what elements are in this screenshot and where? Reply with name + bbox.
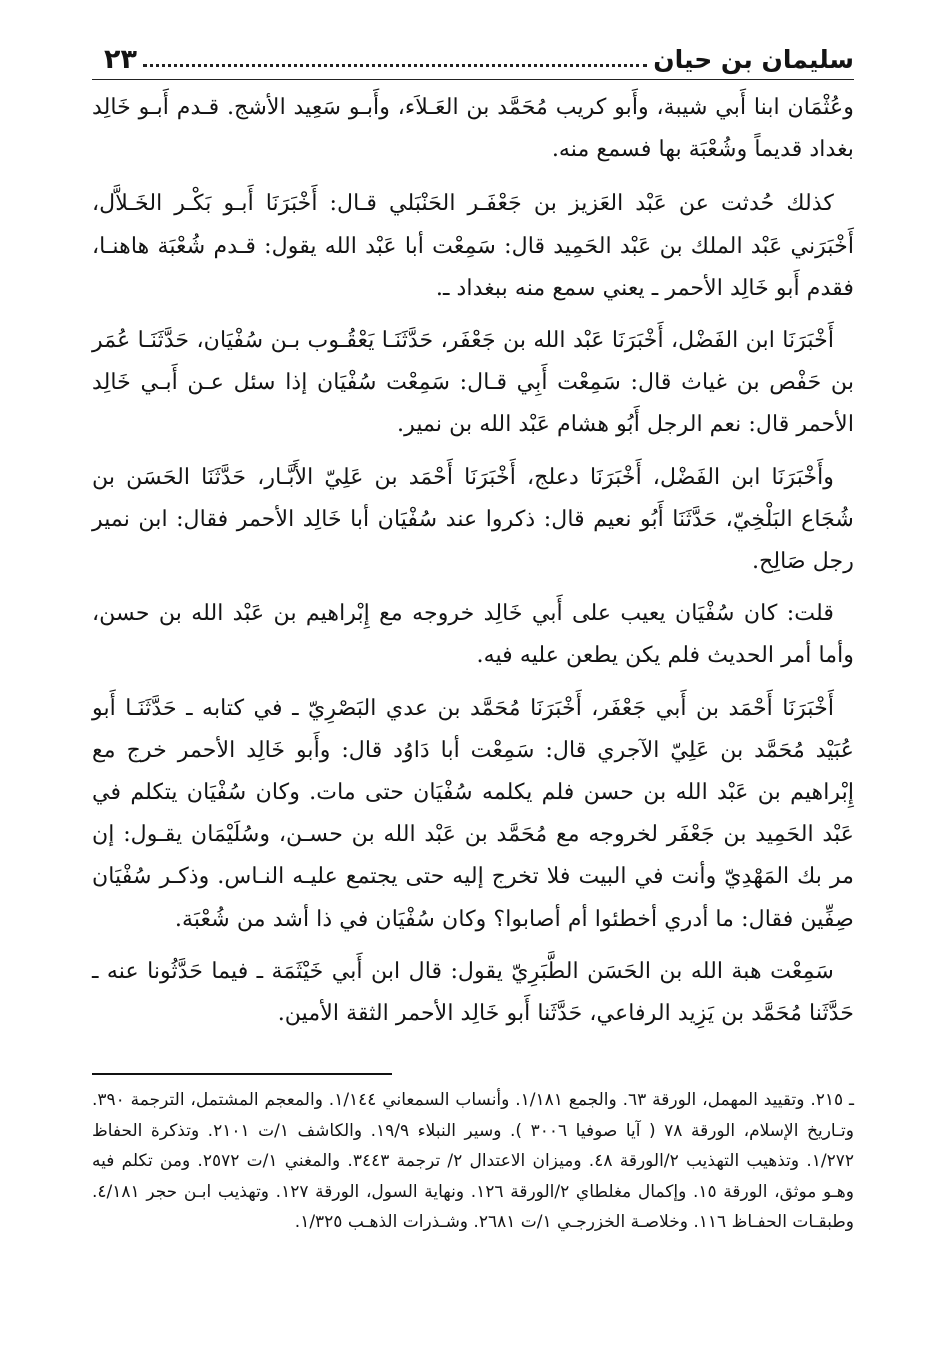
paragraph-1: وعُثْمَان ابنا أَبي شيبة، وأَبو كريب مُحَمَّد بن العَـلاَء، وأَبـو سَعِيد الأشج. قـدم أَبـو خَالِد بغداد قديماً وشُعْبَة بها فسمع منه. [92,94,854,163]
header-dot-leader [143,64,647,67]
page-number: ٢٣ [104,44,137,75]
paragraph-7: سَمِعْت هبة الله بن الحَسَن الطَّبَرِيّ يقول: قال ابن أَبي خَيْثَمَة ـ فيما حَدَّثُونا عنه ـ حَدَّثَنا مُحَمَّد بن يَزِيد الرفاعي، حَدَّثَنا أَبو خَالِد الأحمر الثقة الأمين. [92,957,854,1027]
page-header [92,38,854,80]
running-title: سليمان بن حيان [653,45,854,74]
main-text [92,86,854,1034]
page-body [92,38,854,1044]
paragraph-3: أَخْبَرَنَا ابن الفَضْل، أَخْبَرَنَا عَبْد الله بن جَعْفَر، حَدَّثَنَـا يَعْقُـوب بـن سُفْيَان، حَدَّثَنَـا عُمَر بن حَفْص بن غياث قال: سَمِعْت أَبِي قـال: سَمِعْت سُفْيَان إذا سئل عـن أَبـي خَالِد الأحمر قال: نعم الرجل أَبُو هشام عَبْد الله بن نمير. [92,327,854,438]
paragraph-6: أَخْبَرَنَا أَحْمَد بن أَبي جَعْفَر، أَخْبَرَنَا مُحَمَّد بن عدي البَصْرِيّ ـ في كتابه ـ حَدَّثَنَـا أَبو عُبَيْد مُحَمَّد بن عَلِيّ الآجري قال: سَمِعْت أبا دَاوُد قال: وأَبو خَالِد الأحمر خرج مع إِبْراهيم بن عَبْد الله بن حسن فلم يكلمه سُفْيَان حتى مات. وكان سُفْيَان يتكلم في عَبْد الحَمِيد بن جَعْفَر لخروجه مع مُحَمَّد بن عَبْد الله بن حسـن، وسُلَيْمَان يقـول: إن مر بك المَهْدِيّ وأنت في البيت فلا تخرج إليه حتى يجتمع عليـه النـاس. وذكـر سُفْيَان صِفِّين فقال: ما أدري أخطئوا أم أصابوا؟ وكان سُفْيَان في ذا أشد من شُعْبَة. [92,694,854,932]
paragraph-2: كذلك حُدثت عن عَبْد العَزيز بن جَعْفَـر الحَنْبَلي قـال: أَخْبَرَنَا أَبـو بَكْـر الخَـلاَّل، أَخْبَرَني عَبْد الملك بن عَبْد الحَمِيد قال: سَمِعْت أبا عَبْد الله يقول: قـدم شُعْبَة هاهنـا، فقدم أَبو خَالِد الأحمر ـ يعني سمع منه ببغداد ـ. [92,190,854,301]
paragraph-5: قلت: كان سُفْيَان يعيب على أَبي خَالِد خروجه مع إِبْراهيم بن عَبْد الله بن حسن، وأما أمر الحديث فلم يكن يطعن عليه فيه. [92,600,854,669]
paragraph-4: وأَخْبَرَنَا ابن الفَضْل، أَخْبَرَنَا دعلج، أَخْبَرَنَا أَحْمَد بن عَلِيّ الأَبَّـار، حَدَّثَنَا الحَسَن بن شُجَاع البَلْخِيّ، حَدَّثَنَا أَبُو نعيم قال: ذكروا عند سُفْيَان أبا خَالِد الأحمر فقال: ابن نمير رجل صَالِح. [92,463,854,575]
footnote-separator [92,1073,392,1075]
footnote-text: ـ ٢١٥. وتقييد المهمل، الورقة ٦٣. والجمع ١/١٨١. وأنساب السمعاني ١/١٤٤. والمعجم المشتمل، الترجمة ٣٩٠. وتـاريخ الإسلام، الورقة ٧٨ ( آيا صوفيا ٣٠٠٦ ). وسير النبلاء ١٩/٩. والكاشف ١/ت ٢١٠١. وتذكرة الحفاظ ١/٢٧٢. وتذهيب التهذيب ٢/الورقة ٤٨. وميزان الاعتدال ٢/ ترجمة ٣٤٤٣. والمغني ١/ت ٢٥٧٢. ومن تكلم فيه وهـو موثق، الورقة ١٥. وإكمال مغلطاي ٢/الورقة ١٢٦. ونهاية السول، الورقة ١٢٧. وتهذيب ابـن حجر ٤/١٨١. وطبقـات الحفـاظ ١١٦. وخلاصـة الخزرجـي ١/ت ٢٦٨١. وشـذرات الذهـب ١/٣٢٥. [92,1090,854,1232]
footnotes [92,1085,854,1238]
